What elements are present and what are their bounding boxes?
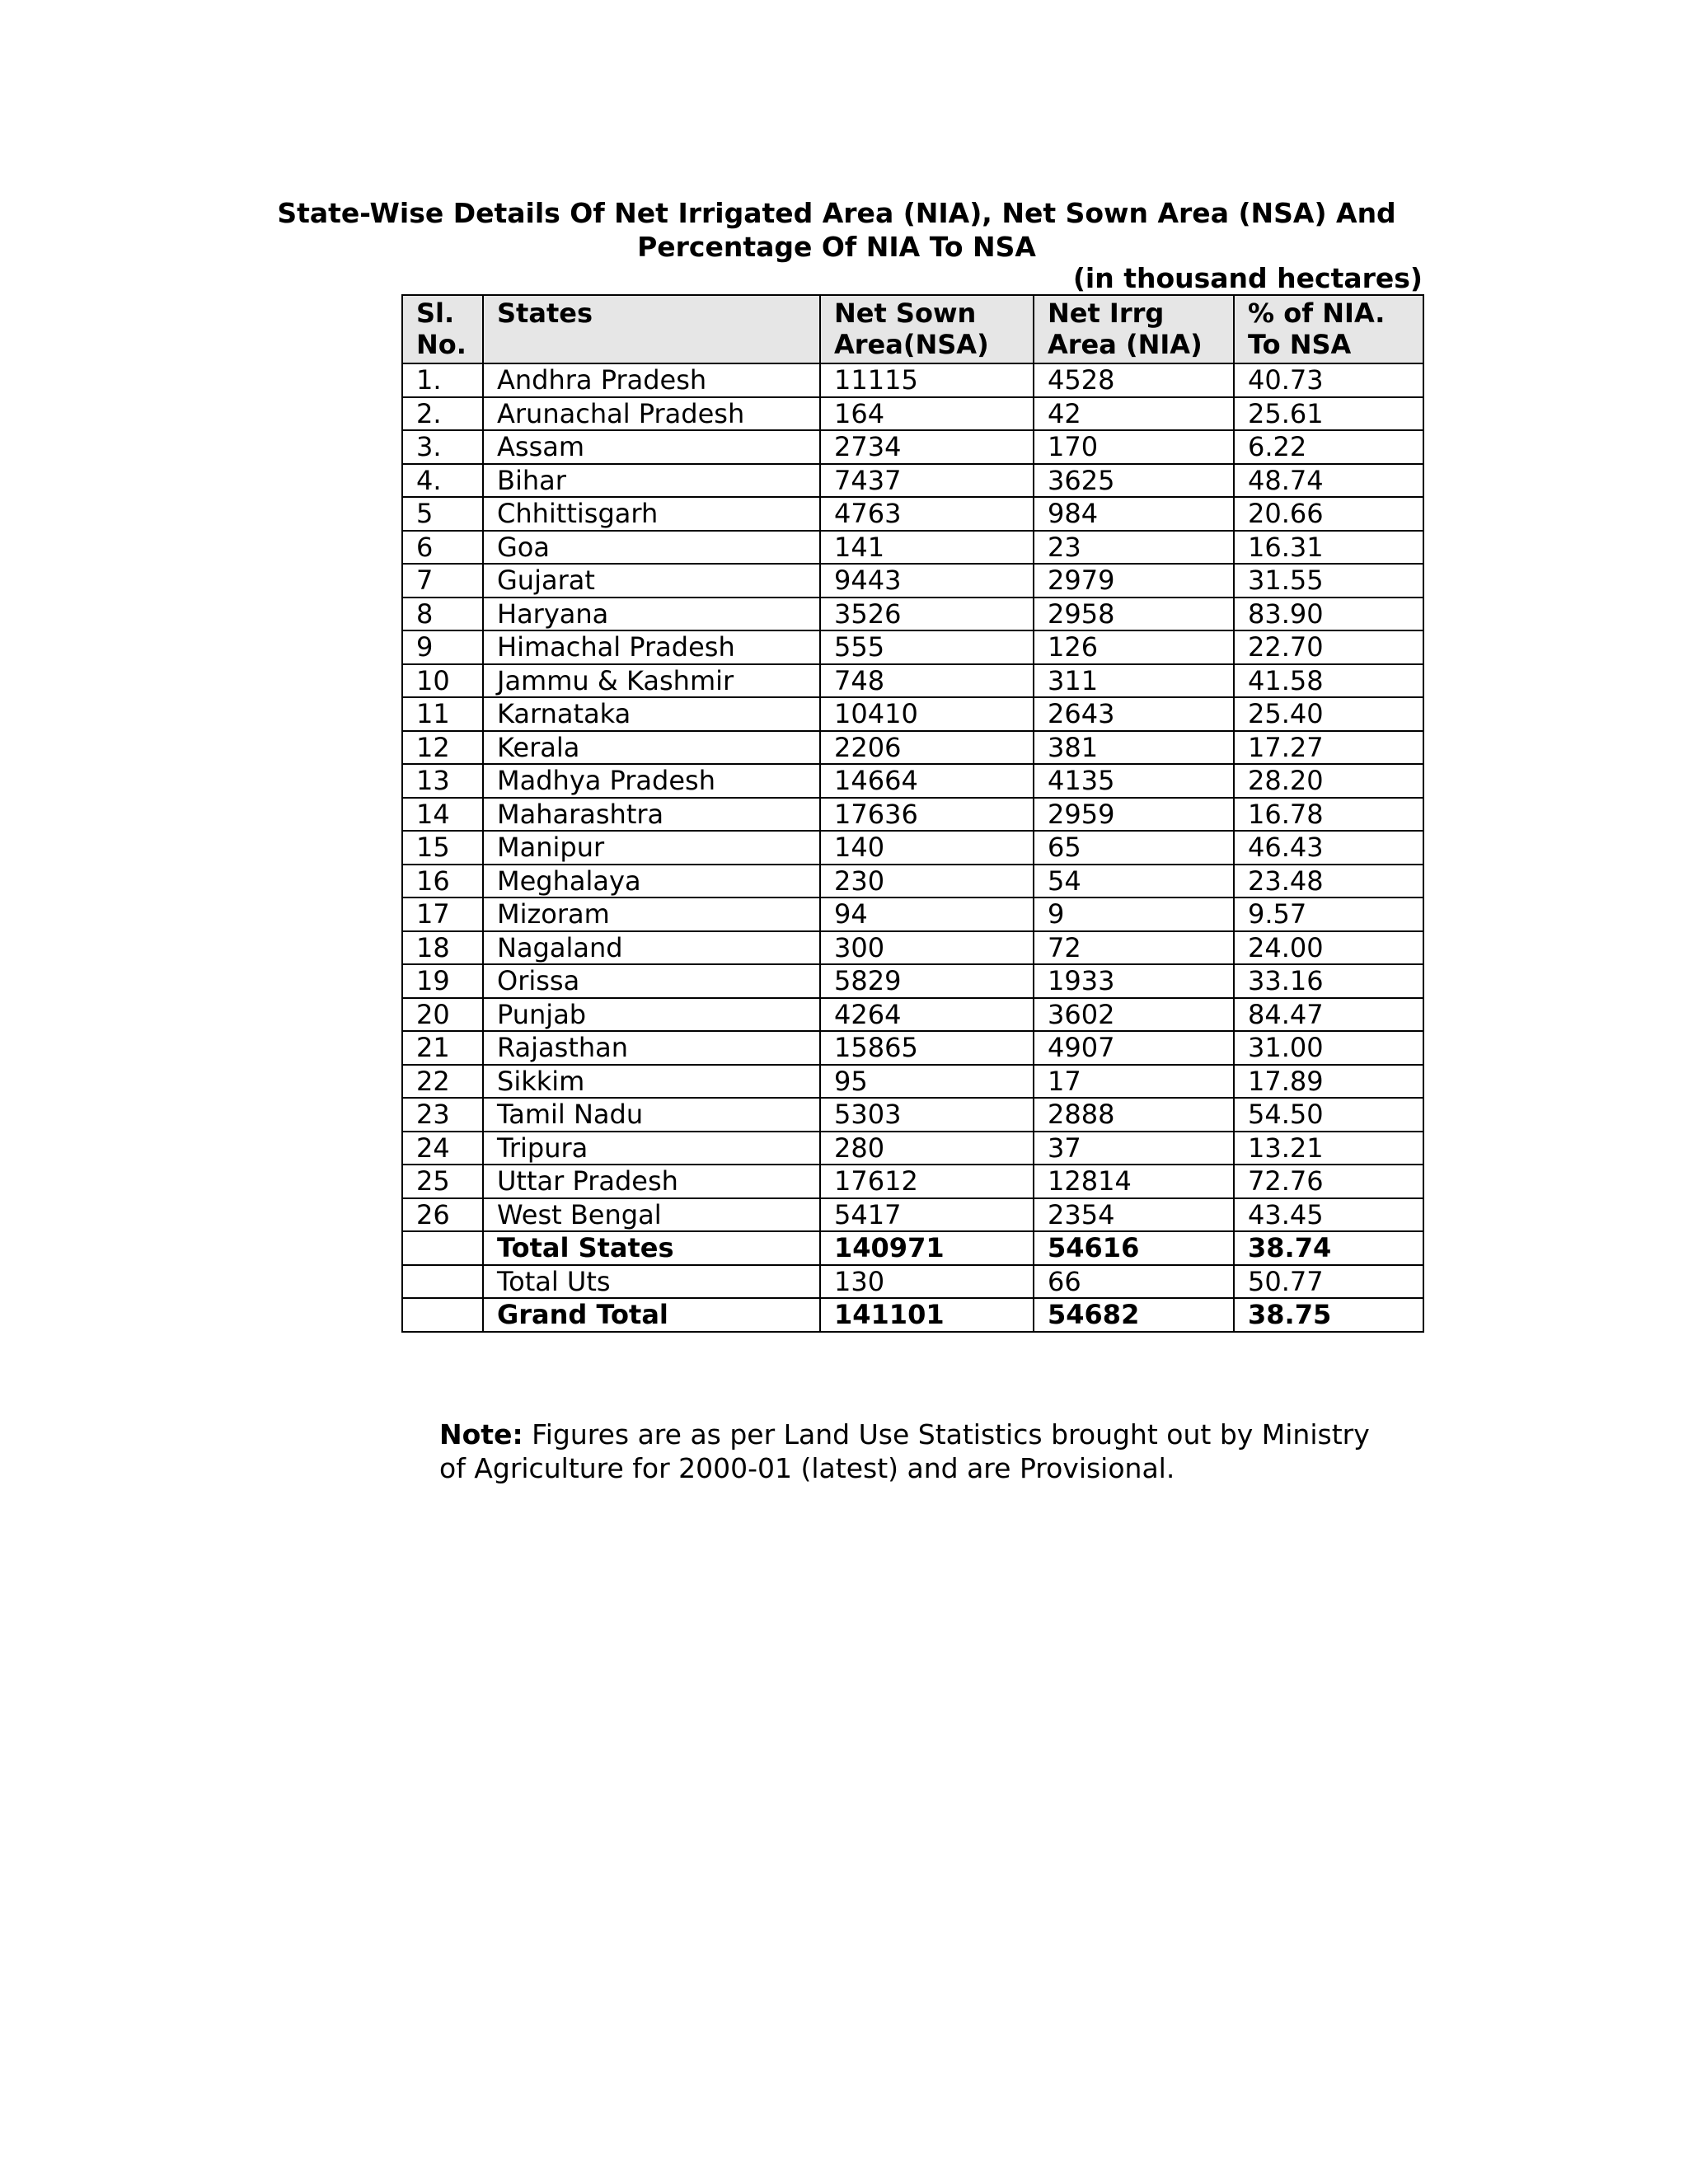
cell-total-label: Total States [483, 1231, 820, 1265]
cell-net-irrigated-area: 4528 [1034, 363, 1234, 397]
cell-net-sown-area: 555 [820, 630, 1034, 664]
cell-net-irrigated-area: 4907 [1034, 1031, 1234, 1065]
header-net-sown-area: Net Sown Area(NSA) [820, 295, 1034, 363]
cell-state: Tamil Nadu [483, 1098, 820, 1132]
table-row [402, 764, 1423, 798]
cell-net-irrigated-area: 66 [1034, 1265, 1234, 1299]
title-line-2: Percentage Of NIA To NSA [637, 231, 1036, 263]
cell-percent: 16.78 [1234, 798, 1423, 832]
cell-sl-no: 5 [402, 497, 483, 531]
cell-state: Mizoram [483, 898, 820, 931]
cell-percent: 46.43 [1234, 831, 1423, 865]
cell-net-sown-area: 5829 [820, 964, 1034, 998]
table-row [402, 931, 1423, 965]
cell-state: Manipur [483, 831, 820, 865]
cell-net-sown-area: 4763 [820, 497, 1034, 531]
header-row [402, 295, 1423, 363]
cell-percent: 31.00 [1234, 1031, 1423, 1065]
cell-percent: 28.20 [1234, 764, 1423, 798]
footnote [439, 1418, 1428, 1485]
cell-state: Kerala [483, 731, 820, 765]
cell-net-irrigated-area: 126 [1034, 630, 1234, 664]
cell-net-irrigated-area: 23 [1034, 531, 1234, 565]
cell-net-irrigated-area: 381 [1034, 731, 1234, 765]
cell-net-sown-area: 141 [820, 531, 1034, 565]
table-row [402, 564, 1423, 598]
cell-percent: 25.40 [1234, 697, 1423, 731]
table-row [402, 630, 1423, 664]
cell-sl-no: 15 [402, 831, 483, 865]
cell-percent: 22.70 [1234, 630, 1423, 664]
cell-state: Madhya Pradesh [483, 764, 820, 798]
table-row [402, 964, 1423, 998]
cell-state: Punjab [483, 998, 820, 1032]
table-row [402, 1098, 1423, 1132]
cell-state: Tripura [483, 1132, 820, 1165]
cell-sl-no: 26 [402, 1198, 483, 1232]
table-row [402, 731, 1423, 765]
header-percent-nia-to-nsa: % of NIA. To NSA [1234, 295, 1423, 363]
cell-net-irrigated-area: 9 [1034, 898, 1234, 931]
cell-percent: 20.66 [1234, 497, 1423, 531]
cell-net-irrigated-area: 65 [1034, 831, 1234, 865]
unit-label: (in thousand hectares) [1072, 262, 1423, 294]
cell-net-sown-area: 10410 [820, 697, 1034, 731]
cell-state: Arunachal Pradesh [483, 397, 820, 431]
cell-sl-no: 16 [402, 865, 483, 898]
cell-net-irrigated-area: 311 [1034, 664, 1234, 698]
table-row [402, 697, 1423, 731]
cell-sl-no: 25 [402, 1165, 483, 1198]
cell-net-irrigated-area: 4135 [1034, 764, 1234, 798]
table-row [402, 998, 1423, 1032]
cell-percent: 9.57 [1234, 898, 1423, 931]
cell-sl-no: 22 [402, 1065, 483, 1099]
table-row [402, 1031, 1423, 1065]
cell-net-irrigated-area: 3602 [1034, 998, 1234, 1032]
cell-net-sown-area: 2206 [820, 731, 1034, 765]
table-row [402, 1132, 1423, 1165]
cell-state: Goa [483, 531, 820, 565]
cell-sl-no: 21 [402, 1031, 483, 1065]
cell-percent: 72.76 [1234, 1165, 1423, 1198]
cell-state: Karnataka [483, 697, 820, 731]
cell-sl-no: 4. [402, 464, 483, 498]
cell-net-sown-area: 7437 [820, 464, 1034, 498]
cell-state: Nagaland [483, 931, 820, 965]
cell-net-irrigated-area: 42 [1034, 397, 1234, 431]
cell-net-sown-area: 164 [820, 397, 1034, 431]
cell-percent: 17.27 [1234, 731, 1423, 765]
cell-sl-no: 20 [402, 998, 483, 1032]
cell-state: Himachal Pradesh [483, 630, 820, 664]
cell-net-irrigated-area: 2958 [1034, 598, 1234, 631]
cell-sl-no: 10 [402, 664, 483, 698]
cell-net-sown-area: 230 [820, 865, 1034, 898]
cell-sl-no: 17 [402, 898, 483, 931]
cell-net-sown-area: 94 [820, 898, 1034, 931]
cell-percent: 41.58 [1234, 664, 1423, 698]
cell-percent: 33.16 [1234, 964, 1423, 998]
note-text: Figures are as per Land Use Statistics brought out by Ministry [523, 1418, 1370, 1451]
table-row [402, 464, 1423, 498]
cell-net-irrigated-area: 1933 [1034, 964, 1234, 998]
cell-percent: 13.21 [1234, 1132, 1423, 1165]
cell-percent: 23.48 [1234, 865, 1423, 898]
title-line-1: State-Wise Details Of Net Irrigated Area (NIA), Net Sown Area (NSA) And [277, 197, 1396, 229]
table-row [402, 865, 1423, 898]
cell-percent: 38.75 [1234, 1298, 1423, 1332]
cell-sl-no: 7 [402, 564, 483, 598]
cell-net-sown-area: 140971 [820, 1231, 1034, 1265]
cell-sl-no: 8 [402, 598, 483, 631]
cell-percent: 50.77 [1234, 1265, 1423, 1299]
cell-sl-no: 24 [402, 1132, 483, 1165]
cell-sl-no: 3. [402, 430, 483, 464]
cell-percent: 84.47 [1234, 998, 1423, 1032]
cell-total-label: Grand Total [483, 1298, 820, 1332]
cell-net-sown-area: 4264 [820, 998, 1034, 1032]
header-states: States [483, 295, 820, 363]
cell-net-irrigated-area: 2888 [1034, 1098, 1234, 1132]
cell-net-sown-area: 2734 [820, 430, 1034, 464]
cell-percent: 40.73 [1234, 363, 1423, 397]
cell-percent: 24.00 [1234, 931, 1423, 965]
cell-net-irrigated-area: 984 [1034, 497, 1234, 531]
cell-net-sown-area: 17612 [820, 1165, 1034, 1198]
table-row [402, 363, 1423, 397]
table-row [402, 531, 1423, 565]
cell-sl-no [402, 1265, 483, 1299]
table-row [402, 898, 1423, 931]
cell-state: Haryana [483, 598, 820, 631]
table-row [402, 1165, 1423, 1198]
cell-net-irrigated-area: 72 [1034, 931, 1234, 965]
cell-net-irrigated-area: 2643 [1034, 697, 1234, 731]
cell-state: Maharashtra [483, 798, 820, 832]
total-row [402, 1265, 1423, 1299]
header-sl-no: Sl. No. [402, 295, 483, 363]
cell-state: Jammu & Kashmir [483, 664, 820, 698]
cell-net-irrigated-area: 17 [1034, 1065, 1234, 1099]
note-text-line-2: of Agriculture for 2000-01 (latest) and are Provisional. [439, 1452, 1175, 1484]
cell-net-irrigated-area: 54616 [1034, 1231, 1234, 1265]
cell-net-sown-area: 11115 [820, 363, 1034, 397]
cell-state: Bihar [483, 464, 820, 498]
table-row [402, 1065, 1423, 1099]
cell-sl-no: 9 [402, 630, 483, 664]
cell-net-irrigated-area: 170 [1034, 430, 1234, 464]
cell-sl-no: 2. [402, 397, 483, 431]
cell-sl-no [402, 1298, 483, 1332]
cell-net-sown-area: 14664 [820, 764, 1034, 798]
cell-sl-no: 18 [402, 931, 483, 965]
cell-net-sown-area: 9443 [820, 564, 1034, 598]
cell-net-sown-area: 130 [820, 1265, 1034, 1299]
cell-percent: 16.31 [1234, 531, 1423, 565]
cell-net-sown-area: 5303 [820, 1098, 1034, 1132]
cell-net-irrigated-area: 12814 [1034, 1165, 1234, 1198]
cell-percent: 38.74 [1234, 1231, 1423, 1265]
cell-net-irrigated-area: 3625 [1034, 464, 1234, 498]
cell-sl-no: 19 [402, 964, 483, 998]
cell-state: Uttar Pradesh [483, 1165, 820, 1198]
cell-state: Meghalaya [483, 865, 820, 898]
table-header [402, 295, 1423, 363]
cell-state: Sikkim [483, 1065, 820, 1099]
cell-sl-no: 1. [402, 363, 483, 397]
cell-net-sown-area: 3526 [820, 598, 1034, 631]
cell-sl-no: 11 [402, 697, 483, 731]
cell-sl-no: 23 [402, 1098, 483, 1132]
cell-total-label: Total Uts [483, 1265, 820, 1299]
note-label: Note: [439, 1418, 523, 1451]
cell-percent: 25.61 [1234, 397, 1423, 431]
cell-sl-no [402, 1231, 483, 1265]
cell-percent: 54.50 [1234, 1098, 1423, 1132]
cell-sl-no: 12 [402, 731, 483, 765]
cell-state: Gujarat [483, 564, 820, 598]
cell-net-sown-area: 140 [820, 831, 1034, 865]
table-row [402, 598, 1423, 631]
cell-net-sown-area: 748 [820, 664, 1034, 698]
cell-percent: 48.74 [1234, 464, 1423, 498]
cell-state: Andhra Pradesh [483, 363, 820, 397]
table-row [402, 430, 1423, 464]
cell-sl-no: 13 [402, 764, 483, 798]
cell-state: Rajasthan [483, 1031, 820, 1065]
cell-percent: 83.90 [1234, 598, 1423, 631]
cell-net-sown-area: 5417 [820, 1198, 1034, 1232]
cell-percent: 31.55 [1234, 564, 1423, 598]
cell-net-irrigated-area: 2354 [1034, 1198, 1234, 1232]
cell-net-sown-area: 15865 [820, 1031, 1034, 1065]
table-row [402, 397, 1423, 431]
cell-percent: 17.89 [1234, 1065, 1423, 1099]
cell-net-irrigated-area: 2979 [1034, 564, 1234, 598]
cell-net-irrigated-area: 37 [1034, 1132, 1234, 1165]
total-row [402, 1298, 1423, 1332]
header-net-irrigated-area: Net Irrg Area (NIA) [1034, 295, 1234, 363]
cell-percent: 43.45 [1234, 1198, 1423, 1232]
table-row [402, 831, 1423, 865]
data-table [401, 294, 1424, 1333]
cell-sl-no: 6 [402, 531, 483, 565]
cell-net-sown-area: 141101 [820, 1298, 1034, 1332]
cell-state: Assam [483, 430, 820, 464]
cell-state: West Bengal [483, 1198, 820, 1232]
table-row [402, 798, 1423, 832]
cell-net-sown-area: 280 [820, 1132, 1034, 1165]
cell-state: Chhittisgarh [483, 497, 820, 531]
cell-state: Orissa [483, 964, 820, 998]
table-row [402, 1198, 1423, 1232]
cell-net-irrigated-area: 2959 [1034, 798, 1234, 832]
table-body [402, 363, 1423, 1332]
table-row [402, 664, 1423, 698]
cell-net-sown-area: 95 [820, 1065, 1034, 1099]
cell-net-sown-area: 17636 [820, 798, 1034, 832]
cell-net-sown-area: 300 [820, 931, 1034, 965]
document-title [247, 196, 1426, 264]
table-row [402, 497, 1423, 531]
cell-net-irrigated-area: 54682 [1034, 1298, 1234, 1332]
cell-sl-no: 14 [402, 798, 483, 832]
total-row [402, 1231, 1423, 1265]
cell-percent: 6.22 [1234, 430, 1423, 464]
cell-net-irrigated-area: 54 [1034, 865, 1234, 898]
